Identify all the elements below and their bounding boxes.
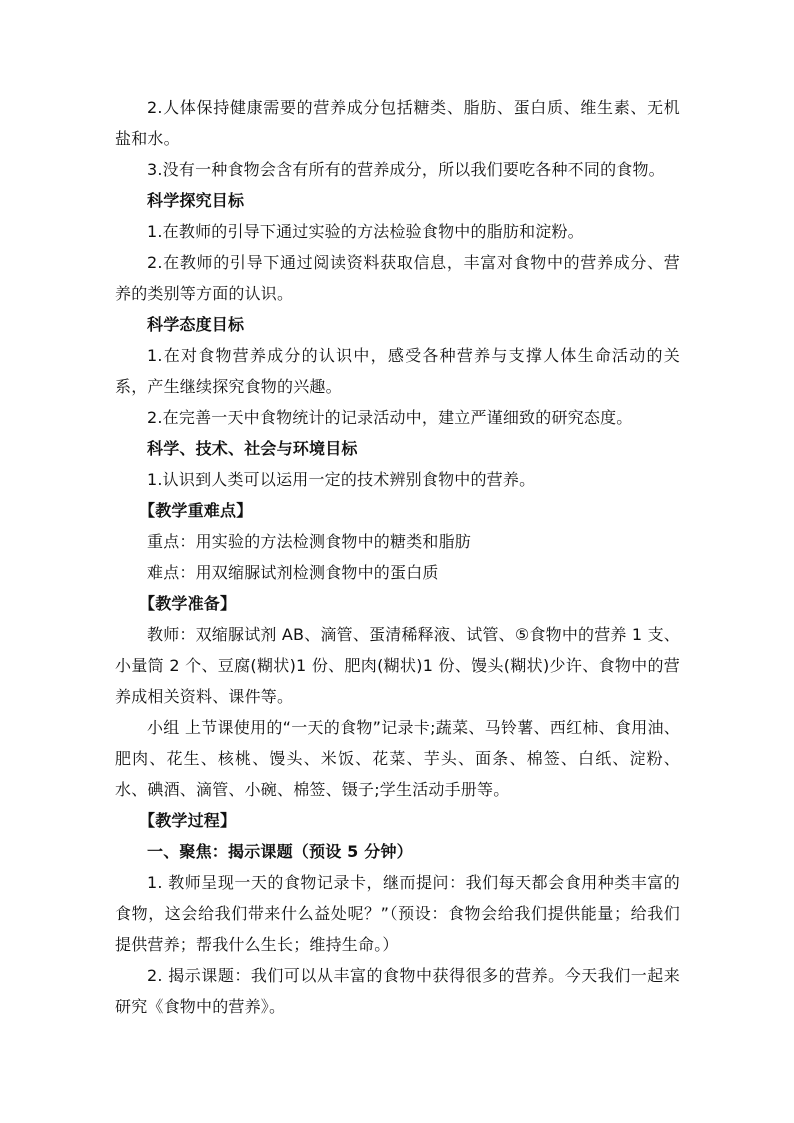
- paragraph-attitude-2: 2.在完善一天中食物统计的记录活动中，建立严谨细致的研究态度。: [147, 408, 633, 427]
- paragraph-inquiry-2: 2.在教师的引导下通过阅读资料获取信息，丰富对食物中的营养成分、营养的类别等方面的认识。: [115, 253, 680, 303]
- heading-attitude-goals: 科学态度目标: [147, 315, 245, 334]
- paragraph-attitude-1: 1.在对食物营养成分的认识中，感受各种营养与支撑人体生命活动的关系，产生继续探究食物的兴趣。: [115, 346, 680, 396]
- document-body: [115, 92, 680, 1022]
- heading-inquiry-goals: 科学探究目标: [147, 191, 245, 210]
- heading-process: 【教学过程】: [139, 811, 237, 830]
- paragraph-stse-1: 1.认识到人类可以运用一定的技术辨别食物中的营养。: [147, 470, 536, 489]
- heading-focus-section: 一、聚焦：揭示课题（预设 5 分钟）: [147, 842, 413, 861]
- paragraph-inquiry-1: 1.在教师的引导下通过实验的方法检验食物中的脂肪和淀粉。: [147, 222, 584, 241]
- paragraph-difficult-point: 难点：用双缩脲试剂检测食物中的蛋白质: [147, 563, 439, 582]
- heading-stse-goals: 科学、技术、社会与环境目标: [147, 439, 358, 458]
- paragraph-group-materials: 小组 上节课使用的“一天的食物”记录卡;蔬菜、马铃薯、西红柿、食用油、肥肉、花生、核桃、馒头、米饭、花菜、芋头、面条、棉签、白纸、淀粉、水、碘酒、滴管、小碗、棉签、镊子;学生活动手册等。: [115, 718, 680, 799]
- heading-key-points: 【教学重难点】: [139, 501, 253, 520]
- paragraph-nutrients: 2.人体保持健康需要的营养成分包括糖类、脂肪、蛋白质、维生素、无机盐和水。: [115, 98, 680, 148]
- paragraph-focus-2: 2. 揭示课题：我们可以从丰富的食物中获得很多的营养。今天我们一起来研究《食物中的营养》。: [115, 966, 680, 1016]
- paragraph-key-point: 重点：用实验的方法检测食物中的糖类和脂肪: [147, 532, 472, 551]
- paragraph-focus-1: 1. 教师呈现一天的食物记录卡，继而提问：我们每天都会食用种类丰富的食物，这会给我们带来什么益处呢？”（预设：食物会给我们提供能量；给我们提供营养；帮我什么生长；维持生命。）: [115, 873, 680, 954]
- heading-preparation: 【教学准备】: [139, 594, 237, 613]
- paragraph-teacher-materials: 教师：双缩脲试剂 AB、滴管、蛋清稀释液、试管、⑤食物中的营养 1 支、小量筒 2 个、豆腐(糊状)1 份、肥肉(糊状)1 份、馒头(糊状)少许、食物中的营养成相关资料、课件等。: [115, 625, 680, 706]
- paragraph-variety: 3.没有一种食物会含有所有的营养成分，所以我们要吃各种不同的食物。: [147, 160, 665, 179]
